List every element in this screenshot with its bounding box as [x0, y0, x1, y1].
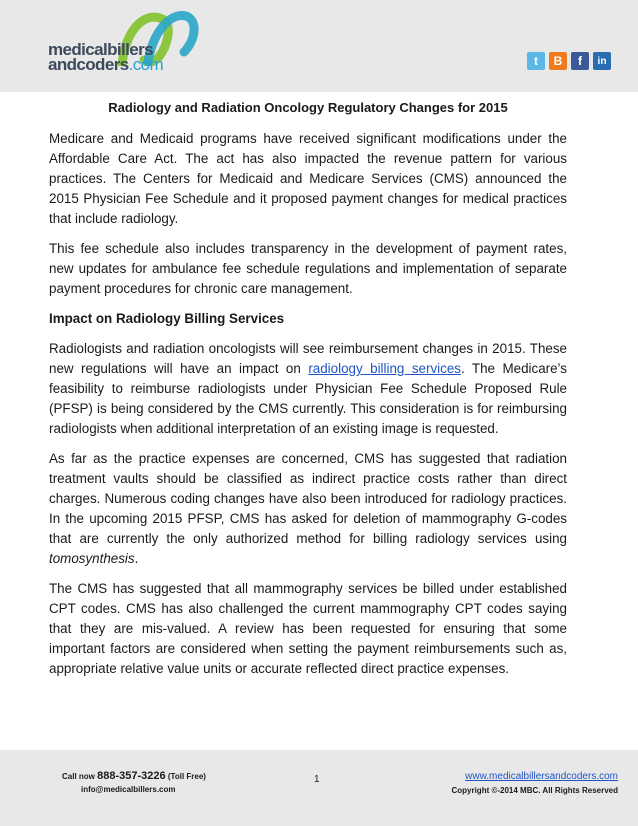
logo-suffix: .com [128, 55, 164, 74]
paragraph-1: Medicare and Medicaid programs have received significant modifications under the Affordable Care Act. The act has also impacted the revenue pattern for various practices. The Centers for Medicaid and Medicare Services (CMS) announced the 2015 Physician Fee Schedule and it proposed payment changes for medical practices that include radiology. [49, 131, 567, 226]
website-link[interactable]: www.medicalbillersandcoders.com [465, 771, 618, 782]
logo-line2 [48, 57, 163, 72]
paragraph-4 [49, 449, 567, 569]
social-icons [527, 52, 611, 70]
facebook-icon[interactable]: f [571, 52, 589, 70]
tomosynthesis-term: tomosynthesis [49, 551, 135, 566]
twitter-icon[interactable]: t [527, 52, 545, 70]
phone-number[interactable]: 888-357-3226 [97, 770, 166, 782]
paragraph-5: The CMS has suggested that all mammography services be billed under established CPT codes. CMS has also challenged the current mammography CPT codes saying that they are mis-valued. A review has been requested for ensuring that some important factors are considered when setting the payment reimbursements such as, appropriate relative value units or accurate reflected direct practice expenses. [49, 581, 567, 676]
paragraph-3 [49, 339, 567, 439]
page-number: 1 [314, 774, 320, 785]
toll-free-label: (Toll Free) [167, 772, 206, 781]
footer-contact [62, 770, 206, 796]
paragraph-3-start: Radiologists and radiation oncologists will see reimbursement changes in 2015. These new regulations will have an impact on [49, 341, 567, 376]
page-footer [0, 750, 638, 826]
document-body [49, 98, 567, 689]
footer-site-info [451, 770, 618, 798]
blogger-icon[interactable]: B [549, 52, 567, 70]
paragraph-4-start: As far as the practice expenses are concerned, CMS has suggested that radiation treatment vaults should be classified as indirect practice costs rather than direct charges. Numerous coding changes have also been introduced for radiology practices. In the upcoming 2015 PFSP, CMS has asked for deletion of mammography G-codes that are currently the only authorized method for billing radiology services using [49, 451, 567, 546]
logo-text[interactable] [48, 42, 163, 72]
linkedin-icon[interactable]: in [593, 52, 611, 70]
email-address[interactable]: info@medicalbillers.com [81, 785, 176, 794]
call-label: Call now [62, 772, 95, 781]
copyright: Copyright ©-2014 MBC. All Rights Reserved [451, 786, 618, 795]
paragraph-4-end: . [134, 551, 139, 566]
paragraph-2: This fee schedule also includes transparency in the development of payment rates, new updates for ambulance fee schedule regulations and implementation of separate payment procedures for chronic care management. [49, 241, 567, 296]
logo-line1: medicalbillers [48, 40, 153, 59]
paragraph-3-end: . The Medicare’s feasibility to reimburse radiologists under Physician Fee Schedule Proposed Rule (PFSP) is being considered by the CMS currently. This consideration is for reimbursing radiologists when additional interpretation of an existing image is requested. [49, 361, 567, 436]
radiology-billing-link[interactable]: radiology billing services [308, 361, 461, 376]
section-heading: Impact on Radiology Billing Services [49, 311, 285, 326]
page-header [0, 0, 638, 92]
logo-line2-text: andcoders [48, 55, 129, 74]
document-title: Radiology and Radiation Oncology Regulatory Changes for 2015 [108, 100, 508, 115]
